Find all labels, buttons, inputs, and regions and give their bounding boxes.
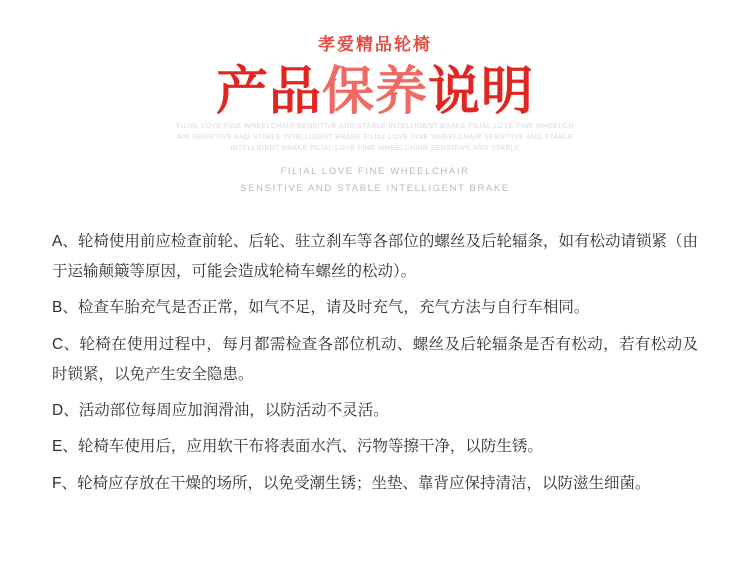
- list-item: B、检查车胎充气是否正常，如气不足，请及时充气，充气方法与自行车相同。: [52, 299, 590, 317]
- title-segment-3: 说明: [428, 63, 535, 122]
- list-item: E、轮椅车使用后，应用软干布将表面水汽、污物等擦干净，以防生锈。: [52, 438, 543, 456]
- brand-title: 孝爱精品轮椅: [318, 35, 432, 54]
- english-subtitle-line-1: FILIAL LOVE FINE WHEELCHAIR: [280, 165, 470, 177]
- decorative-watermark-text: FILIAL LOVE FINE WHEELCHAIR SENSITIVE AND STABLE INTELLIGENT BRAKE FILIAL LOVE FINE WHEELCHAIR SENSITIVE AND STABLE INTELLIGENT BRAKE FILIAL LOVE FINE WHEELCHAIR SENSITIVE AND STABLE INTELLIGENT BRAKE FILIAL LOVE FINE WHEELCHAIR SENSITIVE AND STABLE: [176, 123, 574, 152]
- list-item: A、轮椅使用前应检查前轮、后轮、驻立刹车等各部位的螺丝及后轮辐条，如有松动请锁紧（由于运输颠簸等原因，可能会造成轮椅车螺丝的松动）。: [52, 232, 698, 281]
- list-item: F、轮椅应存放在干燥的场所，以免受潮生锈；坐垫、靠背应保持清洁，以防滋生细菌。: [52, 474, 651, 492]
- list-item: C、轮椅在使用过程中，每月都需检查各部位机动、螺丝及后轮辐条是否有松动，若有松动及时锁紧，以免产生安全隐患。: [52, 335, 698, 383]
- instructions-list: [52, 227, 698, 499]
- title-segment-2: 保养: [321, 63, 428, 122]
- title-segment-1: 产品: [215, 63, 322, 122]
- list-item: D、活动部位每周应加润滑油，以防活动不灵活。: [52, 402, 389, 420]
- english-subtitle-line-2: SENSITIVE AND STABLE INTELLIGENT BRAKE: [240, 182, 510, 194]
- page-title: [0, 64, 750, 120]
- page-header: [0, 0, 750, 197]
